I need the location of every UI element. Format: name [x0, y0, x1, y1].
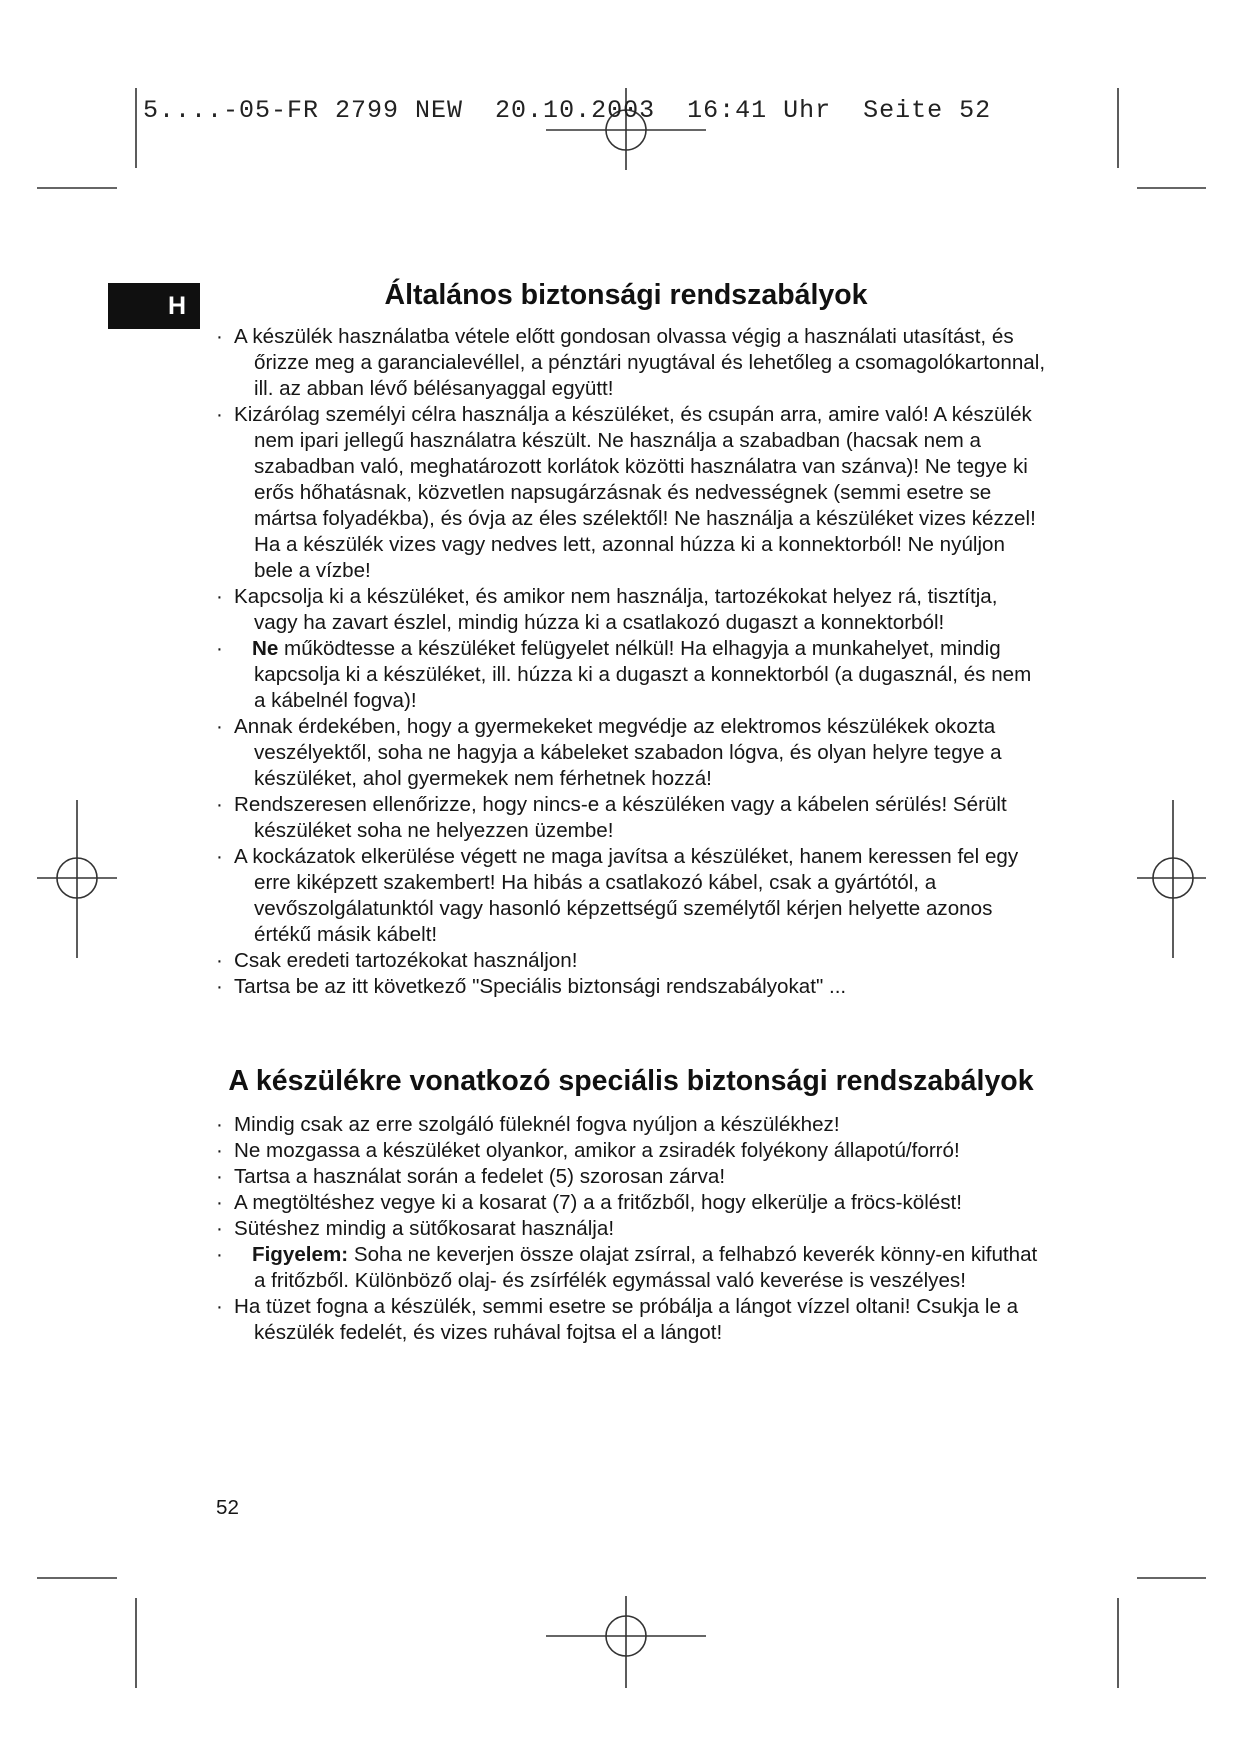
list-item: · Ne működtesse a készüléket felügyelet nélkül! Ha elhagyja a munkahelyet, mindig kapcsolja ki a készüléket, ill. húzza ki a dugaszt a konnektorból (a dugasznál, és nem a kábelnél fogva)! [216, 637, 1032, 712]
list-item: · Ha tüzet fogna a készülék, semmi esetre se próbálja a lángot vízzel oltani! Csukja le a készülék fedelét, és vizes ruhával fojtsa el a lángot! [216, 1295, 1019, 1344]
list-item: · Ne mozgassa a készüléket olyankor, amikor a zsiradék folyékony állapotú/forró! [216, 1139, 960, 1162]
registration-mark-bottom [546, 1596, 706, 1688]
special-safety-section [216, 1064, 1046, 1346]
list-item: · A megtöltéshez vegye ki a kosarat (7) a a fritőzből, hogy elkerülje a fröcs-kölést! [216, 1191, 962, 1214]
printer-slug-line: 5....-05-FR 2799 NEW 20.10.2003 16:41 Uhr Seite 52 [143, 96, 992, 125]
list-item: · Tartsa be az itt következő "Speciális biztonsági rendszabályokat" ... [216, 975, 847, 998]
page-number: 52 [216, 1496, 239, 1519]
list-item: · Mindig csak az erre szolgáló füleknél fogva nyúljon a készülékhez! [216, 1113, 840, 1136]
list-item: · Kapcsolja ki a készüléket, és amikor nem használja, tartozékokat helyez rá, tisztítja, vagy ha zavart észlel, mindig húzza ki a csatlakozó dugaszt a konnektorból! [216, 585, 998, 634]
list-item: · A kockázatok elkerülése végett ne maga javítsa a készüléket, hanem keressen fel egy erre kiképzett szakembert! Ha hibás a csatlakozó kábel, csak a gyártótól, a vevőszolgálatunktól vagy hasonló képzettségű személytől kérjen helyette azonos értékű másik kábelt! [216, 845, 1019, 946]
list-item: · Annak érdekében, hogy a gyermekeket megvédje az elektromos készülékek okozta veszélyektől, soha ne hagyja a kábeleket szabadon lógva, és olyan helyre tegye a készüléket, ahol gyermekek nem férhetnek hozzá! [216, 715, 1002, 790]
list-item: · Csak eredeti tartozékokat használjon! [216, 949, 578, 972]
registration-mark-left [37, 800, 117, 958]
bullet-list [216, 1112, 1046, 1346]
list-item: · A készülék használatba vétele előtt gondosan olvassa végig a használati utasítást, és őrizze meg a garancialevéllel, a pénztári nyugtával és lehetőleg a csomagolókartonnal, ill. az abban lévő bélésanyaggal együtt! [216, 325, 1046, 400]
section-title: Általános biztonsági rendszabályok [384, 279, 868, 311]
list-item: · Figyelem: Soha ne keverjen össze olajat zsírral, a felhabzó keverék könny-en kifuthat a fritőzből. Különböző olaj- és zsírfélék egymással való keverése is veszélyes! [216, 1243, 1038, 1292]
list-item: · Tartsa a használat során a fedelet (5) szorosan zárva! [216, 1165, 726, 1188]
list-item: · Kizárólag személyi célra használja a készüléket, és csupán arra, amire való! A készülék nem ipari jellegű használatra készült. Ne használja a szabadban (hacsak nem a szabadban való, meghatározott korlátok közötti használatra van szánva)! Ne tegye ki erős hőhatásnak, közvetlen napsugárzásnak és nedvességnek (semmi esetre se mártsa folyadékba), és óvja az éles szélektől! Ne használja a készüléket vizes kézzel! Ha a készülék vizes vagy nedves lett, azonnal húzza ki a konnektorból! Ne nyúljon bele a vízbe! [216, 403, 1036, 582]
bullet-list [216, 324, 1046, 1000]
registration-mark-right [1137, 800, 1206, 958]
general-safety-section [216, 278, 1046, 1000]
list-item: · Sütéshez mindig a sütőkosarat használja! [216, 1217, 615, 1240]
section-title: A készülékre vonatkozó speciális biztonsági rendszabályok [228, 1065, 1034, 1097]
list-item: · Rendszeresen ellenőrizze, hogy nincs-e a készüléken vagy a kábelen sérülés! Sérült készüléket soha ne helyezzen üzembe! [216, 793, 1007, 842]
language-tab: H [108, 283, 200, 329]
